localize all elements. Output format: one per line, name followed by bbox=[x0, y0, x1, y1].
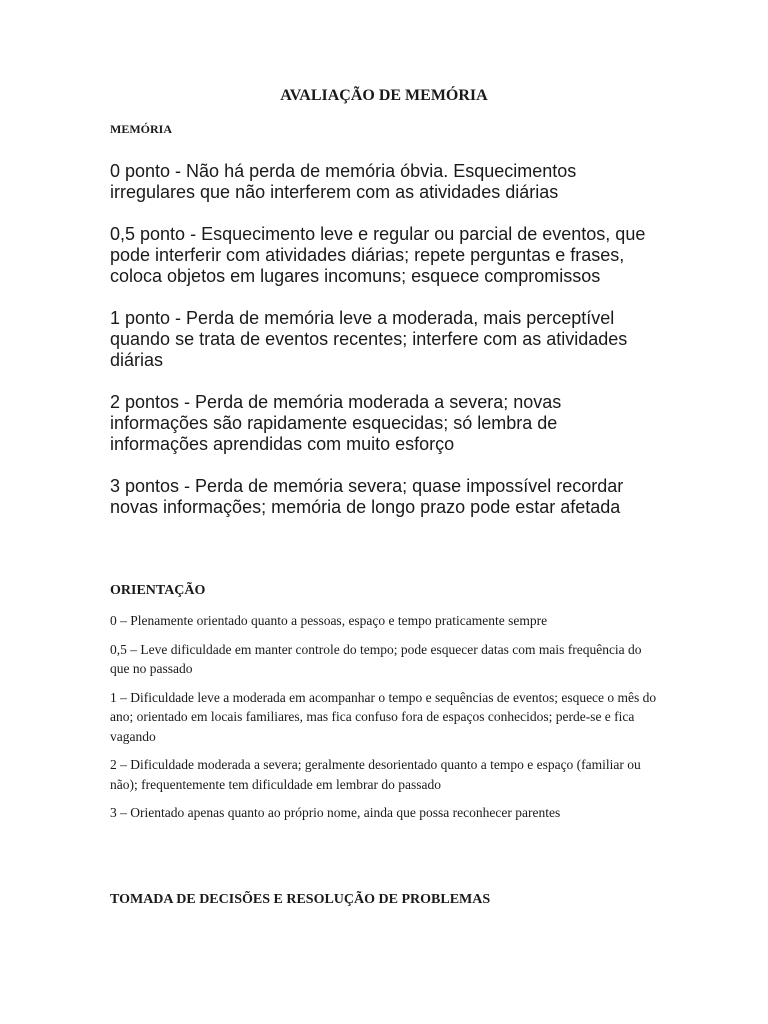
memoria-section-label: MEMÓRIA bbox=[110, 122, 172, 136]
orientacao-score-2: 2 – Dificuldade moderada a severa; geralmente desorientado quanto a tempo e espaço (familiar ou não); frequentemente tem dificuldade em lembrar do passado bbox=[110, 757, 641, 792]
orientacao-score-1: 1 – Dificuldade leve a moderada em acompanhar o tempo e sequências de eventos; esquece o mês do ano; orientado em locais familiares, mas fica confuso fora de espaços conhecidos; perde-se e fica vagando bbox=[110, 689, 657, 744]
memoria-score-0: 0 ponto - Não há perda de memória óbvia. Esquecimentos irregulares que não interferem com as atividades diárias bbox=[110, 161, 577, 202]
orientacao-score-0-5: 0,5 – Leve dificuldade em manter controle do tempo; pode esquecer datas com mais frequência do que no passado bbox=[110, 641, 642, 676]
memoria-score-3: 3 pontos - Perda de memória severa; quase impossível recordar novas informações; memória de longo prazo pode estar afetada bbox=[110, 476, 624, 517]
decisoes-heading: TOMADA DE DECISÕES E RESOLUÇÃO DE PROBLEMAS bbox=[110, 892, 491, 907]
memoria-score-1: 1 ponto - Perda de memória leve a moderada, mais perceptível quando se trata de eventos recentes; interfere com as atividades diárias bbox=[110, 308, 628, 370]
memoria-score-list bbox=[110, 161, 658, 539]
orientacao-heading: ORIENTAÇÃO bbox=[110, 583, 206, 598]
orientacao-score-0: 0 – Plenamente orientado quanto a pessoas, espaço e tempo praticamente sempre bbox=[110, 613, 548, 628]
document-title: AVALIAÇÃO DE MEMÓRIA bbox=[280, 87, 488, 104]
memoria-score-0-5: 0,5 ponto - Esquecimento leve e regular ou parcial de eventos, que pode interferir com atividades diárias; repete perguntas e frases, coloca objetos em lugares incomuns; esquece compromissos bbox=[110, 224, 646, 286]
orientacao-score-list bbox=[110, 611, 658, 832]
memoria-score-2: 2 pontos - Perda de memória moderada a severa; novas informações são rapidamente esquecidas; só lembra de informações aprendidas com muito esforço bbox=[110, 392, 562, 454]
orientacao-score-3: 3 – Orientado apenas quanto ao próprio nome, ainda que possa reconhecer parentes bbox=[110, 805, 561, 820]
